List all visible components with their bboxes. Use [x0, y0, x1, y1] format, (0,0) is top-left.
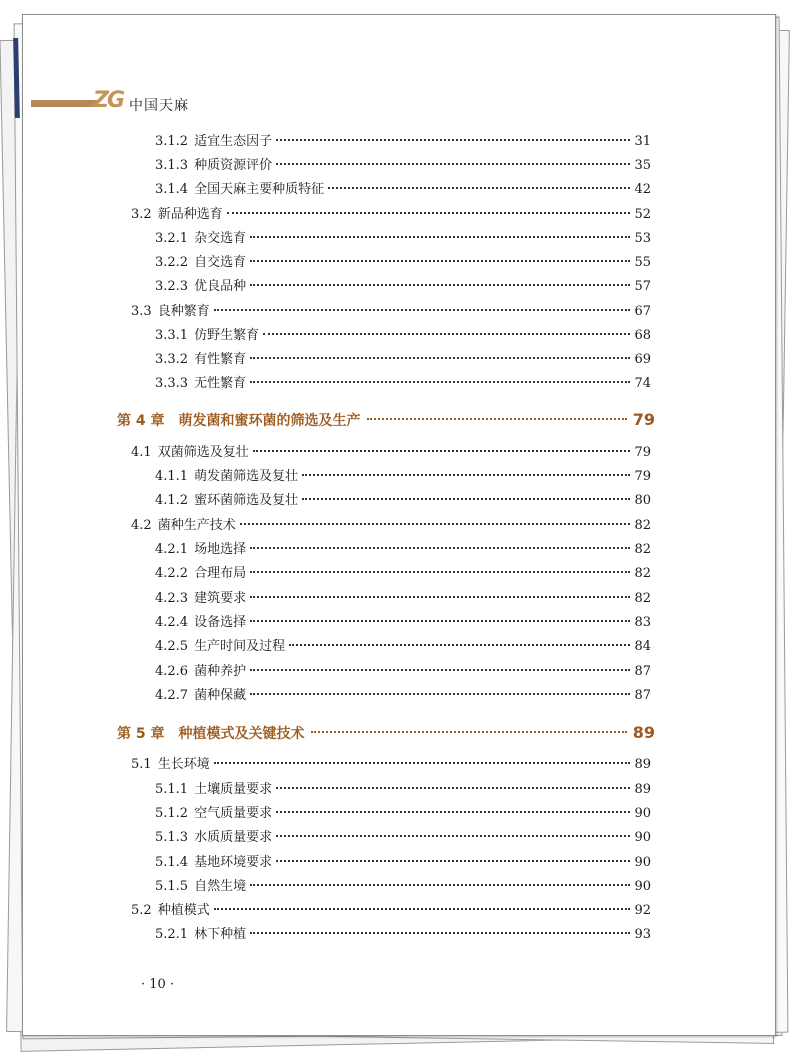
dot-leader — [276, 787, 630, 789]
chapter-4-heading[interactable]: 第 4 章 萌发菌和蜜环菌的筛选及生产 79 — [117, 410, 655, 429]
dot-leader — [250, 620, 630, 622]
zg-logo: ZG — [93, 88, 124, 113]
dot-leader — [367, 418, 627, 420]
toc-section[interactable]: 3.2 新品种选育 52 — [131, 207, 651, 222]
dot-leader — [240, 523, 631, 525]
dot-leader — [250, 547, 630, 549]
dot-leader — [250, 669, 630, 671]
dot-leader — [250, 357, 630, 359]
book-title: 中国天麻 — [129, 98, 189, 114]
toc-entry[interactable]: 5.1.3 水质质量要求 90 — [155, 830, 651, 845]
toc-entry[interactable]: 3.3.3 无性繁育 74 — [155, 376, 651, 391]
toc-entry[interactable]: 3.1.4 全国天麻主要种质特征 42 — [155, 182, 651, 197]
dot-leader — [250, 284, 630, 286]
toc-section[interactable]: 3.3 良种繁育 67 — [131, 304, 651, 319]
toc-section[interactable]: 5.1 生长环境 89 — [131, 757, 651, 772]
toc-entry[interactable]: 5.2.1 林下种植 93 — [155, 927, 651, 942]
toc-entry[interactable]: 3.3.1 仿野生繁育 68 — [155, 328, 651, 343]
dot-leader — [263, 333, 630, 335]
toc-entry[interactable]: 4.2.5 生产时间及过程 84 — [155, 639, 651, 654]
dot-leader — [311, 731, 627, 733]
toc-entry[interactable]: 3.1.3 种质资源评价 35 — [155, 158, 651, 173]
toc-section[interactable]: 4.2 菌种生产技术 82 — [131, 518, 651, 533]
toc-entry[interactable]: 5.1.1 土壤质量要求 89 — [155, 782, 651, 797]
dot-leader — [276, 860, 630, 862]
toc-entry[interactable]: 5.1.4 基地环境要求 90 — [155, 855, 651, 870]
header-accent-bar — [31, 100, 97, 107]
dot-leader — [276, 811, 630, 813]
toc-entry[interactable]: 4.1.1 萌发菌筛选及复壮 79 — [155, 469, 651, 484]
toc-entry[interactable]: 3.1.2 适宜生态因子 31 — [155, 134, 651, 149]
dot-leader — [250, 932, 630, 934]
dot-leader — [328, 187, 630, 189]
toc-entry[interactable]: 5.1.5 自然生境 90 — [155, 879, 651, 894]
dot-leader — [250, 596, 630, 598]
chapter-5-heading[interactable]: 第 5 章 种植模式及关键技术 89 — [117, 723, 655, 742]
dot-leader — [250, 571, 630, 573]
toc-entry[interactable]: 3.3.2 有性繁育 69 — [155, 352, 651, 367]
dot-leader — [302, 474, 630, 476]
dot-leader — [302, 498, 630, 500]
dot-leader — [214, 908, 631, 910]
toc-entry[interactable]: 4.2.2 合理布局 82 — [155, 566, 651, 581]
dot-leader — [250, 693, 630, 695]
dot-leader — [276, 163, 630, 165]
page-number: · 10 · — [141, 977, 175, 992]
dot-leader — [253, 450, 631, 452]
dot-leader — [250, 884, 630, 886]
toc-entry[interactable]: 3.2.3 优良品种 57 — [155, 279, 651, 294]
dot-leader — [227, 212, 631, 214]
dot-leader — [276, 835, 630, 837]
dot-leader — [214, 762, 631, 764]
book-page — [22, 14, 776, 1036]
dot-leader — [214, 309, 631, 311]
toc-entry[interactable]: 3.2.2 自交选育 55 — [155, 255, 651, 270]
toc-entry[interactable]: 3.2.1 杂交选育 53 — [155, 231, 651, 246]
toc-entry[interactable]: 4.2.1 场地选择 82 — [155, 542, 651, 557]
dot-leader — [250, 381, 630, 383]
dot-leader — [289, 644, 630, 646]
toc-entry[interactable]: 4.2.7 菌种保藏 87 — [155, 688, 651, 703]
dot-leader — [276, 139, 630, 141]
toc-section[interactable]: 4.1 双菌筛选及复壮 79 — [131, 445, 651, 460]
toc-entry[interactable]: 4.2.4 设备选择 83 — [155, 615, 651, 630]
toc-entry[interactable]: 4.2.3 建筑要求 82 — [155, 591, 651, 606]
toc-entry[interactable]: 4.1.2 蜜环菌筛选及复壮 80 — [155, 493, 651, 508]
toc-entry[interactable]: 4.2.6 菌种养护 87 — [155, 664, 651, 679]
toc-entry[interactable]: 5.1.2 空气质量要求 90 — [155, 806, 651, 821]
dot-leader — [250, 260, 630, 262]
dot-leader — [250, 236, 630, 238]
toc-section[interactable]: 5.2 种植模式 92 — [131, 903, 651, 918]
